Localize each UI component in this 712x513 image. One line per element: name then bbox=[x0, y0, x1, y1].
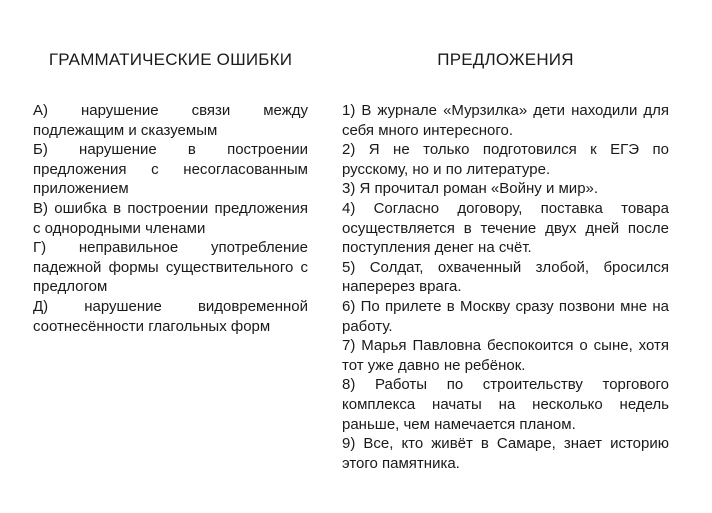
error-item-e: Д) нарушение видовременной соотнесённости глагольных форм bbox=[33, 297, 308, 335]
sentence-item-5: 5) Солдат, охваченный злобой, бросился наперерез врага. bbox=[342, 258, 669, 296]
sentence-item-7: 7) Марья Павловна беспокоится о сыне, хотя тот уже давно не ребёнок. bbox=[342, 337, 669, 374]
error-item-d: Г) неправильное употребление падежной формы существительного с предлогом bbox=[33, 239, 308, 296]
sentence-item-4: 4) Согласно договору, поставка товара осуществляется в течение двух дней после поступления денег на счёт. bbox=[342, 199, 669, 257]
error-item-b: Б) нарушение в построении предложения с несогласованным приложением bbox=[33, 141, 308, 198]
sentence-item-9: 9) Все, кто живёт в Самаре, знает историю этого памятника. bbox=[342, 435, 669, 472]
errors-heading: ГРАММАТИЧЕСКИЕ ОШИБКИ bbox=[48, 50, 293, 69]
sentences-heading: ПРЕДЛОЖЕНИЯ bbox=[437, 50, 574, 69]
error-item-a: А) нарушение связи между подлежащим и сказуемым bbox=[33, 102, 308, 139]
sentence-item-8: 8) Работы по строительству торгового комплекса начаты на несколько недель раньше, чем намечается планом. bbox=[342, 376, 669, 433]
sentence-item-6: 6) По прилете в Москву сразу позвони мне на работу. bbox=[342, 297, 669, 335]
sentence-item-3: 3) Я прочитал роман «Войну и мир». bbox=[342, 180, 599, 198]
errors-list bbox=[33, 101, 308, 336]
error-item-c: В) ошибка в построении предложения с однородными членами bbox=[33, 199, 308, 237]
sentences-list bbox=[342, 101, 669, 473]
sentence-item-2: 2) Я не только подготовился к ЕГЭ по русскому, но и по литературе. bbox=[342, 141, 669, 178]
sentence-item-1: 1) В журнале «Мурзилка» дети находили для себя много интересного. bbox=[342, 102, 669, 139]
